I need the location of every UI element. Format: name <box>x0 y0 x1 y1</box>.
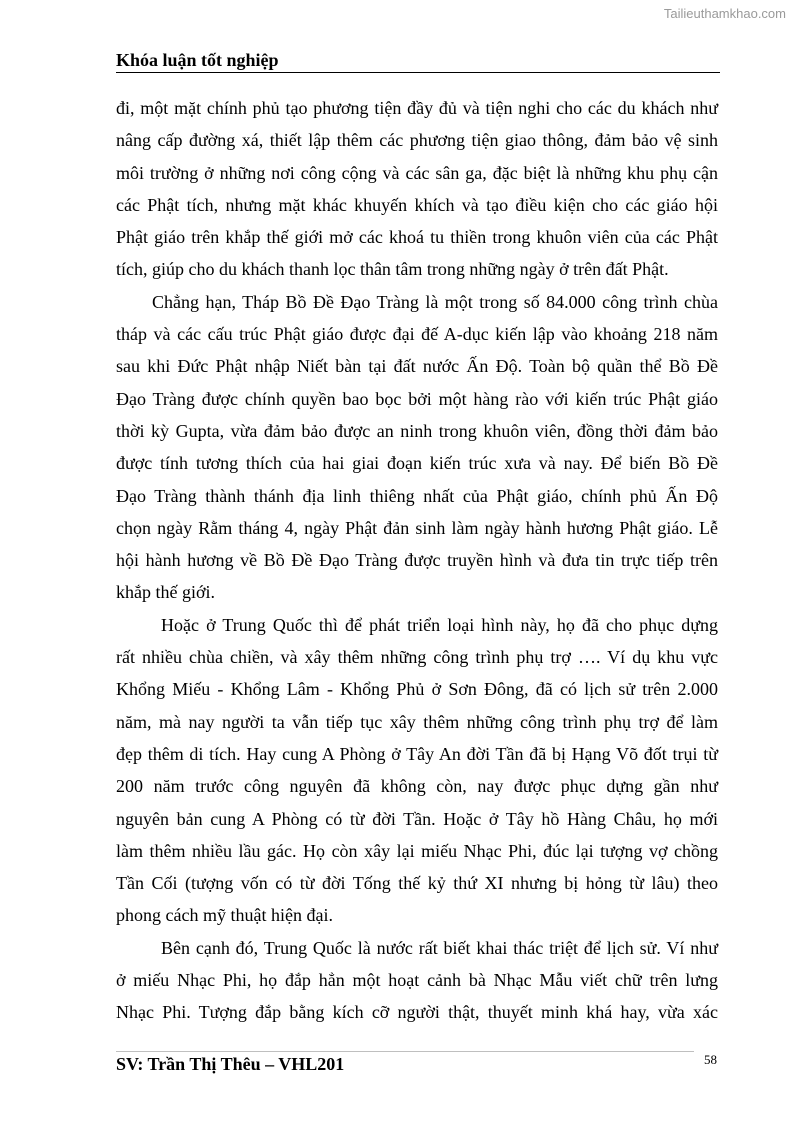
text-line: Đạo Tràng được chính quyền bao bọc bởi một hàng rào với kiến trúc Phật giáo <box>116 388 718 409</box>
text-line: rất nhiều chùa chiền, và xây thêm những công trình phụ trợ …. Ví dụ khu vực <box>116 647 718 668</box>
text-line: được tính tương thích của hai giai đoạn kiến trúc xưa và nay. Để biến Bồ Đề <box>116 453 718 474</box>
text-line: chọn ngày Rằm tháng 4, ngày Phật đản sinh làm ngày hành hương Phật giáo. Lễ <box>116 517 718 538</box>
paragraph <box>116 609 718 932</box>
text-line: đi, một mặt chính phủ tạo phương tiện đầy đủ và tiện nghi cho các du khách như <box>116 98 718 118</box>
text-line: sau khi Đức Phật nhập Niết bàn tại đất nước Ấn Độ. Toàn bộ quần thể Bồ Đề <box>116 356 718 377</box>
text-line: môi trường ở những nơi công cộng và các sân ga, đặc biệt là những khu phụ cận <box>116 162 718 183</box>
footer-rule <box>116 1051 694 1052</box>
text-line: Nhạc Phi. Tượng đắp bằng kích cỡ người thật, thuyết minh khá hay, vừa xác <box>116 1002 718 1023</box>
text-line: Hoặc ở Trung Quốc thì để phát triển loại hình này, họ đã cho phục dựng <box>161 614 718 635</box>
text-line: ở miếu Nhạc Phi, họ đắp hẳn một hoạt cảnh bà Nhạc Mẫu viết chữ trên lưng <box>116 970 718 991</box>
header-rule <box>116 72 720 73</box>
text-line: nguyên bản cung A Phòng có từ đời Tần. Hoặc ở Tây hồ Hàng Châu, họ mới <box>116 808 718 829</box>
text-line: các Phật tích, nhưng mặt khác khuyến khích và tạo điều kiện cho các giáo hội <box>116 194 718 215</box>
header-title: Khóa luận tốt nghiệp <box>116 50 279 70</box>
paragraph <box>116 932 718 1029</box>
text-line: nâng cấp đường xá, thiết lập thêm các phương tiện giao thông, đảm bảo vệ sinh <box>116 130 718 151</box>
text-line: Đạo Tràng thành thánh địa linh thiêng nhất của Phật giáo, chính phủ Ấn Độ <box>116 485 718 506</box>
footer-student-info: SV: Trần Thị Thêu – VHL201 <box>116 1054 345 1074</box>
text-line: khắp thế giới. <box>116 582 215 603</box>
text-line: năm, mà nay người ta vẫn tiếp tục xây thêm những công trình phụ trợ để làm <box>116 711 718 732</box>
text-line: tích, giúp cho du khách thanh lọc thân tâm trong những ngày ở trên đất Phật. <box>116 259 669 280</box>
paragraph <box>116 286 718 609</box>
text-line: Khổng Miếu - Khổng Lâm - Khổng Phủ ở Sơn Đông, đã có lịch sử trên 2.000 <box>116 679 718 700</box>
text-line: 200 năm trước công nguyên đã không còn, nay được phục dựng gần như <box>116 776 718 797</box>
text-line: Tần Cối (tượng vốn có từ đời Tống thế kỷ thứ XI nhưng bị hỏng từ lâu) theo <box>116 873 718 894</box>
text-line: Chẳng hạn, Tháp Bồ Đề Đạo Tràng là một trong số 84.000 công trình chùa <box>152 291 718 312</box>
watermark: Tailieuthamkhao.com <box>663 6 786 21</box>
text-line: Phật giáo trên khắp thế giới mở các khoá tu thiền trong khuôn viên của các Phật <box>116 227 718 248</box>
text-line: tháp và các cấu trúc Phật giáo được đại đế A-dục kiến lập vào khoảng 218 năm <box>116 324 718 345</box>
text-line: hội hành hương về Bồ Đề Đạo Tràng được truyền hình và đưa tin trực tiếp trên <box>116 550 718 571</box>
text-line: phong cách mỹ thuật hiện đại. <box>116 905 333 926</box>
text-line: Bên cạnh đó, Trung Quốc là nước rất biết khai thác triệt để lịch sử. Ví như <box>161 937 718 958</box>
text-line: thời kỳ Gupta, vừa đảm bảo được an ninh trong khuôn viên, đồng thời đảm bảo <box>116 420 718 441</box>
text-line: làm thêm nhiều lầu gác. Họ còn xây lại miếu Nhạc Phi, đúc lại tượng vợ chồng <box>116 840 718 861</box>
document-body <box>116 92 718 1029</box>
page-number: 58 <box>704 1052 717 1067</box>
text-line: đẹp thêm di tích. Hay cung A Phòng ở Tây An đời Tần đã bị Hạng Võ đốt trụi từ <box>116 743 718 764</box>
paragraph <box>116 92 718 286</box>
